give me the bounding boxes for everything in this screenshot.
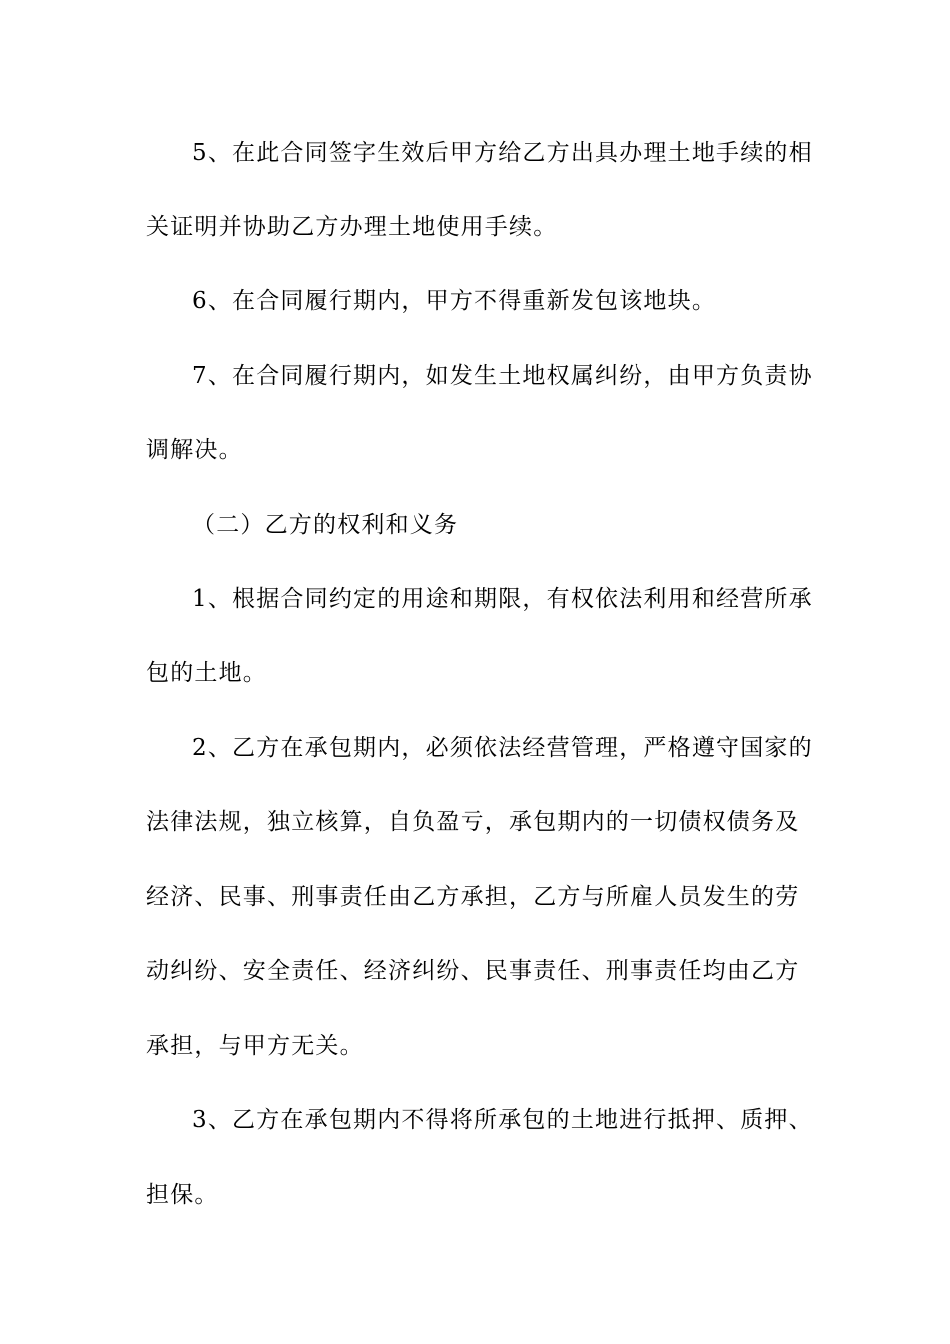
clause-b1-line-2: 包的土地。	[146, 660, 267, 686]
clause-b1-line-1: 1、根据合同约定的用途和期限，有权依法利用和经营所承	[192, 586, 813, 612]
clause-a5-line-2: 关证明并协助乙方办理土地使用手续。	[146, 214, 558, 240]
clause-a7-line-1: 7、在合同履行期内，如发生土地权属纠纷，由甲方负责协	[192, 363, 813, 389]
clause-b2-line-3: 经济、民事、刑事责任由乙方承担，乙方与所雇人员发生的劳	[146, 884, 800, 910]
clause-b3-line-2: 担保。	[146, 1182, 219, 1208]
clause-a7-line-2: 调解决。	[146, 437, 243, 463]
clause-a6-line-1: 6、在合同履行期内，甲方不得重新发包该地块。	[192, 288, 717, 314]
clause-b2-line-1: 2、乙方在承包期内，必须依法经营管理，严格遵守国家的	[192, 735, 813, 761]
clause-b2-line-4: 动纠纷、安全责任、经济纠纷、民事责任、刑事责任均由乙方	[146, 958, 800, 984]
clause-a5-line-1: 5、在此合同签字生效后甲方给乙方出具办理土地手续的相	[192, 140, 813, 166]
clause-b3-line-1: 3、乙方在承包期内不得将所承包的土地进行抵押、质押、	[192, 1107, 813, 1133]
clause-b2-line-5: 承担，与甲方无关。	[146, 1033, 364, 1059]
section-heading: （二）乙方的权利和义务	[192, 512, 459, 538]
clause-b2-line-2: 法律法规，独立核算，自负盈亏，承包期内的一切债权债务及	[146, 809, 800, 835]
